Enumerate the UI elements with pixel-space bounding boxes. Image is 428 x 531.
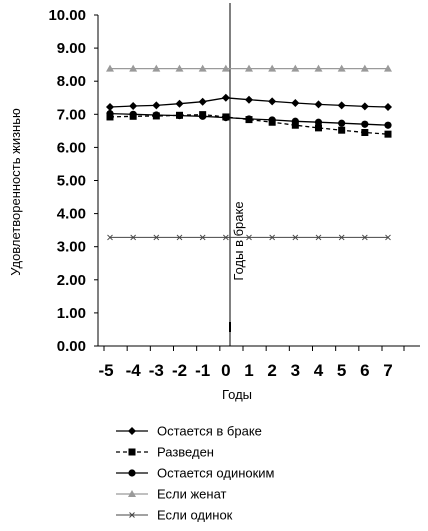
x-tick-label: 4 [313, 361, 324, 380]
x-tick-label: -1 [195, 361, 211, 380]
series-3 [106, 110, 391, 129]
data-point [152, 101, 160, 109]
data-point [153, 111, 160, 118]
legend-marker [128, 469, 135, 476]
legend-label: Остается одиноким [157, 465, 275, 481]
data-point [222, 94, 230, 102]
data-point [199, 113, 206, 120]
data-point [199, 98, 207, 106]
legend-label: Разведен [157, 444, 214, 460]
data-point [245, 96, 253, 104]
data-point [268, 97, 276, 105]
x-axis-title: Годы [221, 387, 253, 402]
data-point [269, 116, 276, 123]
x-tick-label: 5 [336, 361, 347, 380]
data-point [130, 111, 137, 118]
legend-label: Остается в браке [157, 423, 262, 439]
x-tick-label: -2 [171, 361, 188, 380]
data-point [384, 103, 392, 111]
y-tick-label: 0.00 [56, 338, 86, 355]
y-axis-title: Удовлетворенность жизнью [8, 108, 23, 276]
y-tick-label: 10.00 [48, 7, 86, 24]
legend-label: Если одинок [157, 507, 233, 523]
data-point [176, 100, 184, 108]
legend-item [116, 466, 275, 481]
x-tick-label: -4 [125, 361, 141, 380]
x-tick-label: -5 [98, 361, 114, 380]
y-tick-label: 9.00 [56, 40, 86, 58]
y-tick-labels [48, 7, 98, 355]
y-tick-label: 5.00 [56, 172, 86, 190]
x-tick-label: 2 [267, 361, 277, 380]
data-point [361, 121, 368, 128]
data-point [222, 114, 229, 121]
data-point [315, 100, 323, 108]
x-tick-label: -3 [148, 361, 164, 380]
data-point [338, 101, 346, 109]
data-point [292, 118, 299, 125]
data-point [176, 112, 183, 119]
plot-axes [98, 3, 420, 346]
legend-marker [128, 427, 136, 435]
data-point [106, 110, 113, 117]
legend-item [116, 445, 214, 460]
x-tick-label: 7 [383, 361, 393, 380]
y-tick-label: 7.00 [56, 106, 86, 124]
marriage-line-annotation: Годы в браке [231, 201, 246, 281]
legend-item [116, 508, 233, 523]
data-point [315, 119, 322, 126]
data-point [338, 120, 345, 127]
data-point [385, 131, 392, 138]
legend-label: Если женат [157, 486, 227, 502]
y-tick-label: 3.00 [56, 238, 86, 256]
legend-marker [129, 449, 136, 456]
x-tick-label: 6 [360, 361, 370, 380]
data-point [338, 127, 345, 134]
data-point [106, 103, 114, 111]
data-point [129, 102, 137, 110]
legend-item [116, 424, 262, 439]
data-point [384, 122, 391, 129]
x-tick-label: 1 [244, 361, 254, 380]
y-tick-label: 6.00 [56, 139, 86, 157]
legend-item [116, 487, 227, 502]
data-point [361, 102, 369, 110]
series-layer [106, 65, 392, 240]
x-tick-label: 3 [290, 361, 301, 380]
series-5 [108, 235, 391, 240]
legend [116, 424, 275, 523]
y-tick-label: 1.00 [56, 304, 86, 322]
y-tick-label: 8.00 [56, 73, 86, 91]
series-1 [106, 94, 392, 111]
x-tick-labels [98, 346, 404, 380]
data-point [361, 129, 368, 136]
x-tick-label: 0 [221, 361, 231, 380]
y-tick-label: 4.00 [56, 205, 86, 223]
series-4 [106, 65, 392, 72]
y-tick-label: 2.00 [56, 271, 86, 289]
data-point [245, 115, 252, 122]
data-point [291, 99, 299, 107]
